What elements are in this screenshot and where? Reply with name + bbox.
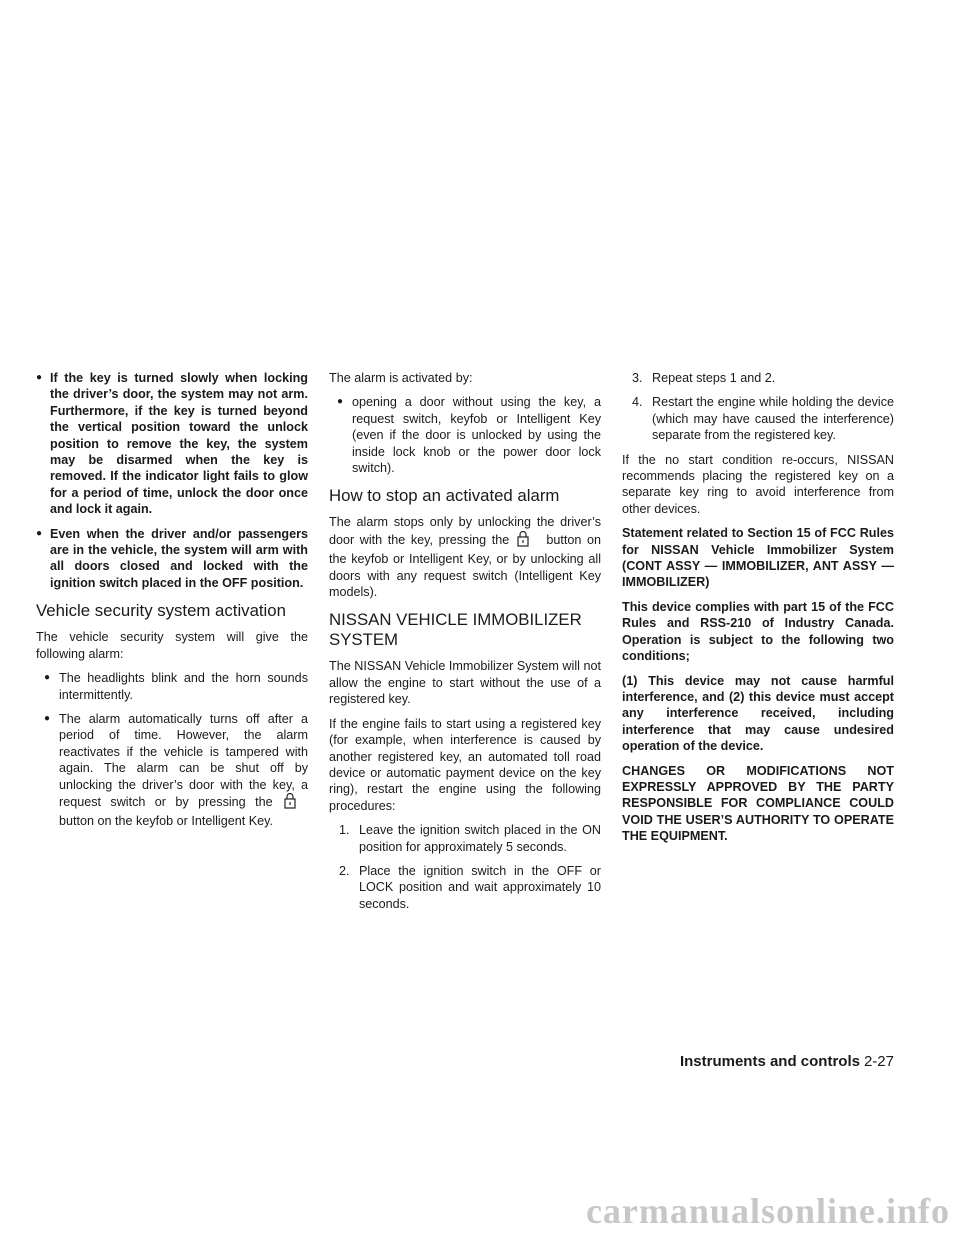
- step-2: [329, 863, 601, 912]
- warning-bullet-key-slow: ● If the key is turned slowly when locking the driver’s door, the system may not arm. Furthermore, if the key is turned beyond the vertical position toward the unlock position to remove the key, the system may be disarmed when the key is removed. If the indicator light fails to glow for a period of time, unlock the door once and lock it again.: [36, 370, 308, 518]
- step-4: [622, 394, 894, 443]
- bullet-alarm-turns-off: [44, 711, 308, 830]
- alarm-intro-text: The vehicle security system will give the following alarm:: [36, 630, 308, 661]
- step-text: Restart the engine while holding the device (which may have caused the interference) separate from the registered key.: [652, 395, 894, 443]
- stop-alarm-text: [329, 514, 601, 600]
- step-text: Repeat steps 1 and 2.: [652, 371, 776, 385]
- warning-bullet-passengers: ● Even when the driver and/or passengers are in the vehicle, the system will arm with all doors closed and locked with the ignition switch placed in the OFF position.: [36, 526, 308, 592]
- column-right: [622, 370, 894, 853]
- step-number: 3.: [632, 371, 643, 385]
- engine-fails-text: If the engine fails to start using a registered key (for example, when interference is caused by another registered key, an automated toll road device or automatic payment device on the key ring), restart the engine using the following procedures:: [329, 716, 601, 813]
- recurrence-text: If the no start condition re-occurs, NISSAN recommends placing the registered key on a separate key ring to avoid interference from other devices.: [622, 452, 894, 516]
- heading-security-activation: Vehicle security system activation: [36, 601, 286, 621]
- step-number: 4.: [632, 395, 643, 410]
- fcc-changes-warning: CHANGES OR MODIFICATIONS NOT EXPRESSLY APPROVED BY THE PARTY RESPONSIBLE FOR COMPLIANCE COULD VOID THE USER’S AUTHORITY TO OPERATE THE EQUIPMENT.: [622, 763, 894, 844]
- fcc-conditions-text: (1) This device may not cause harmful interference, and (2) this device must accept any interference received, including interference that may cause undesired operation of the device.: [622, 673, 894, 754]
- lock-key-icon: [517, 531, 529, 551]
- step-text: Leave the ignition switch placed in the ON position for approximately 5 seconds.: [359, 823, 601, 854]
- activated-by-intro: The alarm is activated by:: [329, 371, 473, 385]
- bullet-headlights-blink: ● The headlights blink and the horn sounds intermittently.: [44, 670, 308, 703]
- step-number: 2.: [339, 863, 350, 878]
- stop-alarm-text-end: button on the keyfob or Intelligent Key, or by unlocking all doors with any request switch (Intelligent Key models).: [329, 532, 602, 600]
- step-number: 1.: [339, 823, 350, 838]
- alarm-off-text-start: The alarm automatically turns off after a period of time. However, the alarm reactivates if the vehicle is tampered with again. The alarm can be shut off by unlocking the driver’s door with the key, a request switch or by pressing the: [59, 711, 308, 809]
- fcc-compliance-text: This device complies with part 15 of the FCC Rules and RSS-210 of Industry Canada. Operation is subject to the following two conditions;: [622, 599, 894, 664]
- step-3: [622, 370, 894, 386]
- stop-alarm-text-start: The alarm stops only by unlocking the driver’s door with the key, pressing the: [329, 515, 601, 547]
- column-middle: [329, 370, 601, 920]
- alarm-off-text-end: button on the keyfob or Intelligent Key.: [59, 814, 274, 829]
- page-number: 2-27: [863, 1053, 894, 1070]
- footer-section-title: Instruments and controls: [679, 1053, 860, 1070]
- column-left: [36, 370, 308, 838]
- step-1: [329, 822, 601, 855]
- heading-stop-alarm: How to stop an activated alarm: [329, 486, 560, 506]
- step-text: Place the ignition switch in the OFF or LOCK position and wait approximately 10 seconds.: [359, 863, 601, 911]
- watermark-text: carmanualsonline.info: [585, 1191, 950, 1231]
- bullet-opening-door: ● opening a door without using the key, a request switch, keyfob or Intelligent Key (even if the door is unlocked by using the inside lock knob or the power door lock switch).: [337, 394, 601, 476]
- heading-immobilizer: NISSAN VEHICLE IMMOBILIZER SYSTEM: [329, 610, 582, 650]
- immobilizer-description: The NISSAN Vehicle Immobilizer System will not allow the engine to start without the use of a registered key.: [329, 659, 601, 707]
- fcc-statement-title: Statement related to Section 15 of FCC Rules for NISSAN Vehicle Immobilizer System (CONT ASSY — IMMOBILIZER, ANT ASSY — IMMOBILIZER): [622, 526, 894, 590]
- watermark: [0, 1184, 960, 1242]
- page-footer: [622, 1053, 894, 1070]
- lock-key-icon: [284, 793, 296, 813]
